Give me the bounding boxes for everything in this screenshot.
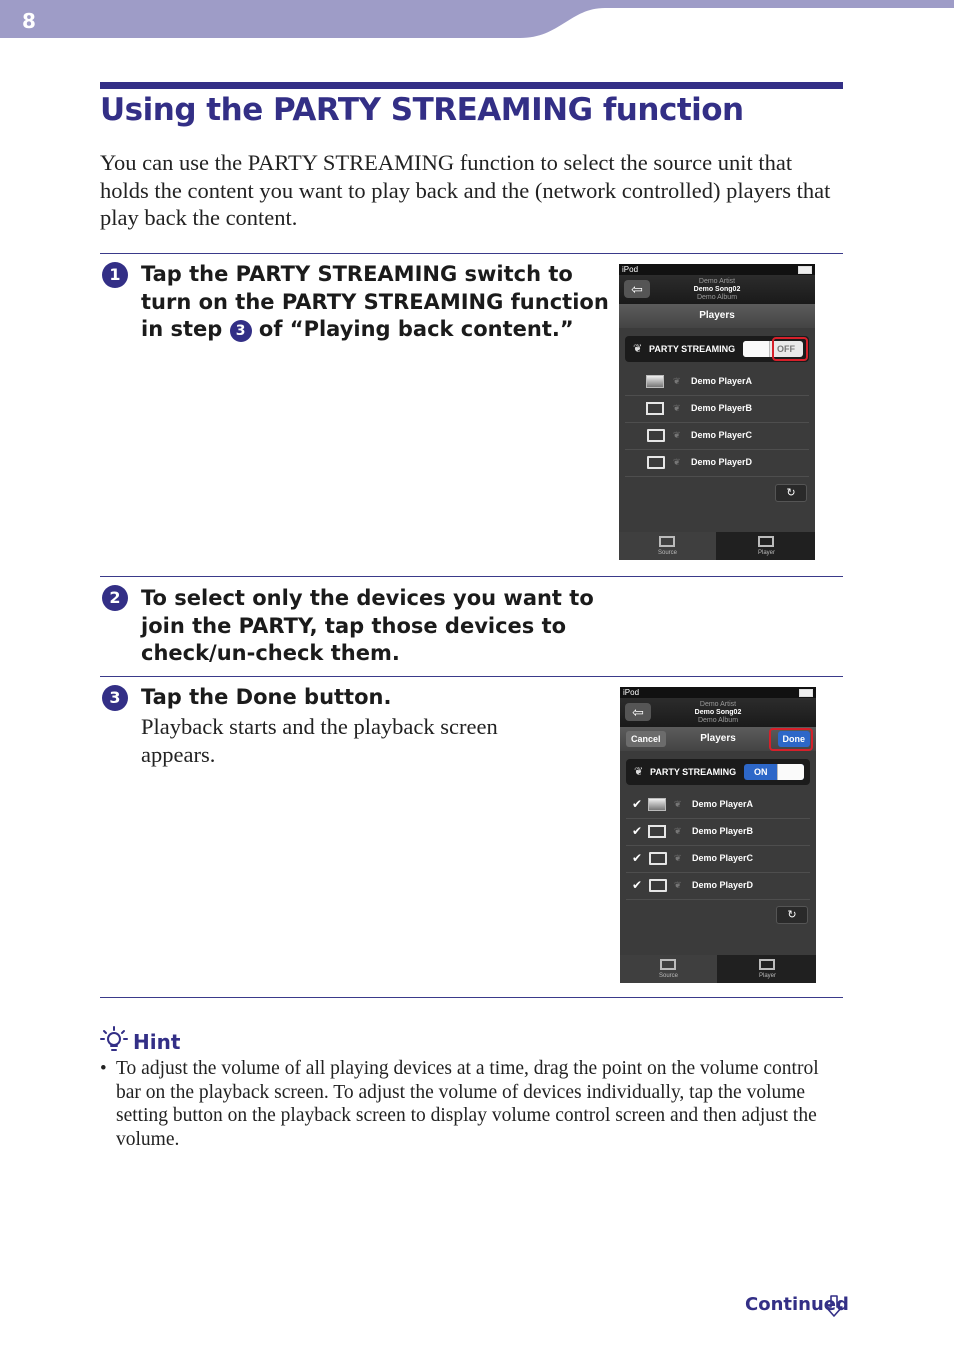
tab-source[interactable] xyxy=(619,532,716,560)
heading-text: in step xyxy=(141,317,223,341)
check-icon: ✔ xyxy=(632,824,643,838)
monitor-icon xyxy=(649,879,667,892)
divider xyxy=(100,676,843,677)
player-row[interactable] xyxy=(626,845,810,873)
track-info xyxy=(669,278,765,302)
hint-title: Hint xyxy=(133,1030,181,1054)
battery-icon xyxy=(798,266,812,274)
step-number: 1 xyxy=(102,262,128,288)
tab-source[interactable] xyxy=(620,955,717,983)
nav-title: Players xyxy=(700,733,736,744)
player-row[interactable] xyxy=(626,818,810,846)
track-info xyxy=(670,701,766,725)
carrier-label: iPod xyxy=(623,688,640,697)
party-icon: ❦ xyxy=(633,343,643,355)
intro-paragraph: You can use the PARTY STREAMING function to select the source unit that holds the content you want to play back and the (network controlled) players that play back the content. xyxy=(100,150,831,230)
player-name: Demo PlayerC xyxy=(691,430,753,440)
source-icon xyxy=(660,959,676,970)
step-3-heading: Tap the Done button. xyxy=(141,685,392,709)
now-playing-bar xyxy=(620,698,816,727)
tab-label: Source xyxy=(658,973,678,979)
monitor-icon xyxy=(647,429,665,442)
continued-label: Continued xyxy=(745,1294,849,1315)
player-icon xyxy=(758,536,774,547)
heading-line: To select only the devices you want to xyxy=(141,586,594,610)
party-streaming-label: PARTY STREAMING xyxy=(650,767,737,777)
divider xyxy=(100,997,843,998)
done-button[interactable]: Done xyxy=(778,731,811,747)
back-arrow-icon[interactable]: ⇦ xyxy=(625,703,651,721)
party-streaming-row xyxy=(626,759,810,785)
heading-line: join the PARTY, tap those devices to xyxy=(141,613,567,638)
switch-knob xyxy=(777,764,804,780)
tab-bar xyxy=(619,532,815,560)
party-ring-icon: ❦ xyxy=(673,430,681,440)
monitor-icon xyxy=(649,852,667,865)
song-name: Demo Song02 xyxy=(693,286,741,293)
album-name: Demo Album xyxy=(697,717,739,724)
heading-line: Tap the PARTY STREAMING switch to xyxy=(141,262,573,286)
audio-system-icon xyxy=(648,825,666,838)
monitor-icon xyxy=(647,456,665,469)
divider xyxy=(100,576,843,577)
party-ring-icon: ❦ xyxy=(673,376,681,386)
tab-player[interactable] xyxy=(719,955,816,983)
player-name: Demo PlayerA xyxy=(691,376,753,386)
refresh-icon[interactable]: ↻ xyxy=(776,906,808,924)
player-name: Demo PlayerD xyxy=(692,880,754,890)
bullet: • xyxy=(100,1058,107,1079)
player-name: Demo PlayerB xyxy=(692,826,754,836)
tab-bar xyxy=(620,955,816,983)
phone-screen-on xyxy=(620,687,816,983)
player-row[interactable] xyxy=(626,872,810,900)
tv-icon xyxy=(646,375,664,388)
song-name: Demo Song02 xyxy=(694,709,742,716)
party-streaming-label: PARTY STREAMING xyxy=(649,344,736,354)
tab-label: Source xyxy=(657,550,677,556)
player-name: Demo PlayerA xyxy=(692,799,754,809)
header-band xyxy=(0,0,954,40)
phone-screen-off xyxy=(619,264,815,560)
done-highlight xyxy=(769,728,813,751)
player-name: Demo PlayerC xyxy=(692,853,754,863)
heading-line: turn on the PARTY STREAMING function xyxy=(141,289,609,314)
player-row[interactable] xyxy=(625,395,809,423)
nav-bar xyxy=(619,304,815,328)
party-ring-icon: ❦ xyxy=(674,826,682,836)
cancel-button[interactable]: Cancel xyxy=(626,731,666,747)
nav-title: Players xyxy=(699,310,735,321)
player-name: Demo PlayerD xyxy=(691,457,753,467)
party-ring-icon: ❦ xyxy=(674,880,682,890)
party-streaming-switch[interactable] xyxy=(744,764,804,780)
player-row[interactable] xyxy=(625,422,809,450)
step-number: 3 xyxy=(102,685,128,711)
step-3-body xyxy=(141,713,498,769)
step-number: 2 xyxy=(102,585,128,611)
heading-text: of “Playing back content.” xyxy=(258,317,574,341)
party-ring-icon: ❦ xyxy=(673,457,681,467)
battery-icon xyxy=(799,689,813,697)
check-icon: ✔ xyxy=(632,851,643,865)
title-rule xyxy=(100,82,843,89)
now-playing-bar xyxy=(619,275,815,304)
status-bar xyxy=(620,687,816,698)
step-1-heading xyxy=(141,261,609,344)
check-icon: ✔ xyxy=(632,797,643,811)
party-ring-icon: ❦ xyxy=(674,799,682,809)
lightbulb-icon xyxy=(100,1024,128,1056)
player-icon xyxy=(759,959,775,970)
check-icon: ✔ xyxy=(632,878,643,892)
source-icon xyxy=(659,536,675,547)
heading-line: check/un-check them. xyxy=(141,641,400,665)
party-icon: ❦ xyxy=(634,766,644,778)
step-2-heading xyxy=(141,585,594,668)
tv-icon xyxy=(648,798,666,811)
audio-system-icon xyxy=(646,402,664,415)
back-arrow-icon[interactable]: ⇦ xyxy=(624,280,650,298)
body-line: appears. xyxy=(141,742,216,767)
refresh-icon[interactable]: ↻ xyxy=(775,484,807,502)
player-row[interactable] xyxy=(625,368,809,396)
tab-label: Player xyxy=(757,550,775,556)
tab-label: Player xyxy=(758,973,776,979)
switch-state: OFF xyxy=(777,344,795,354)
artist-name: Demo Artist xyxy=(698,278,736,285)
switch-state: ON xyxy=(754,767,768,777)
step-ref-number: 3 xyxy=(230,320,252,342)
page-title: Using the PARTY STREAMING function xyxy=(100,92,744,128)
body-line: Playback starts and the playback screen xyxy=(141,714,498,739)
party-ring-icon: ❦ xyxy=(673,403,681,413)
player-name: Demo PlayerB xyxy=(691,403,753,413)
player-row[interactable] xyxy=(625,449,809,477)
divider xyxy=(100,253,843,254)
status-bar xyxy=(619,264,815,275)
heading-line xyxy=(141,316,609,344)
switch-knob xyxy=(743,341,770,357)
album-name: Demo Album xyxy=(696,294,738,301)
switch-highlight xyxy=(772,337,808,361)
party-ring-icon: ❦ xyxy=(674,853,682,863)
tab-player[interactable] xyxy=(718,532,815,560)
carrier-label: iPod xyxy=(622,265,639,274)
hint-text: To adjust the volume of all playing devices at a time, drag the point on the volume control bar on the playback screen. To adjust the volume of devices individually, tap the volume setting button on the playback screen to display volume control screen and then adjust the volume. xyxy=(116,1058,819,1150)
down-arrow-icon xyxy=(825,1294,843,1318)
artist-name: Demo Artist xyxy=(699,701,737,708)
player-row[interactable] xyxy=(626,791,810,819)
page-number: 8 xyxy=(22,9,36,33)
